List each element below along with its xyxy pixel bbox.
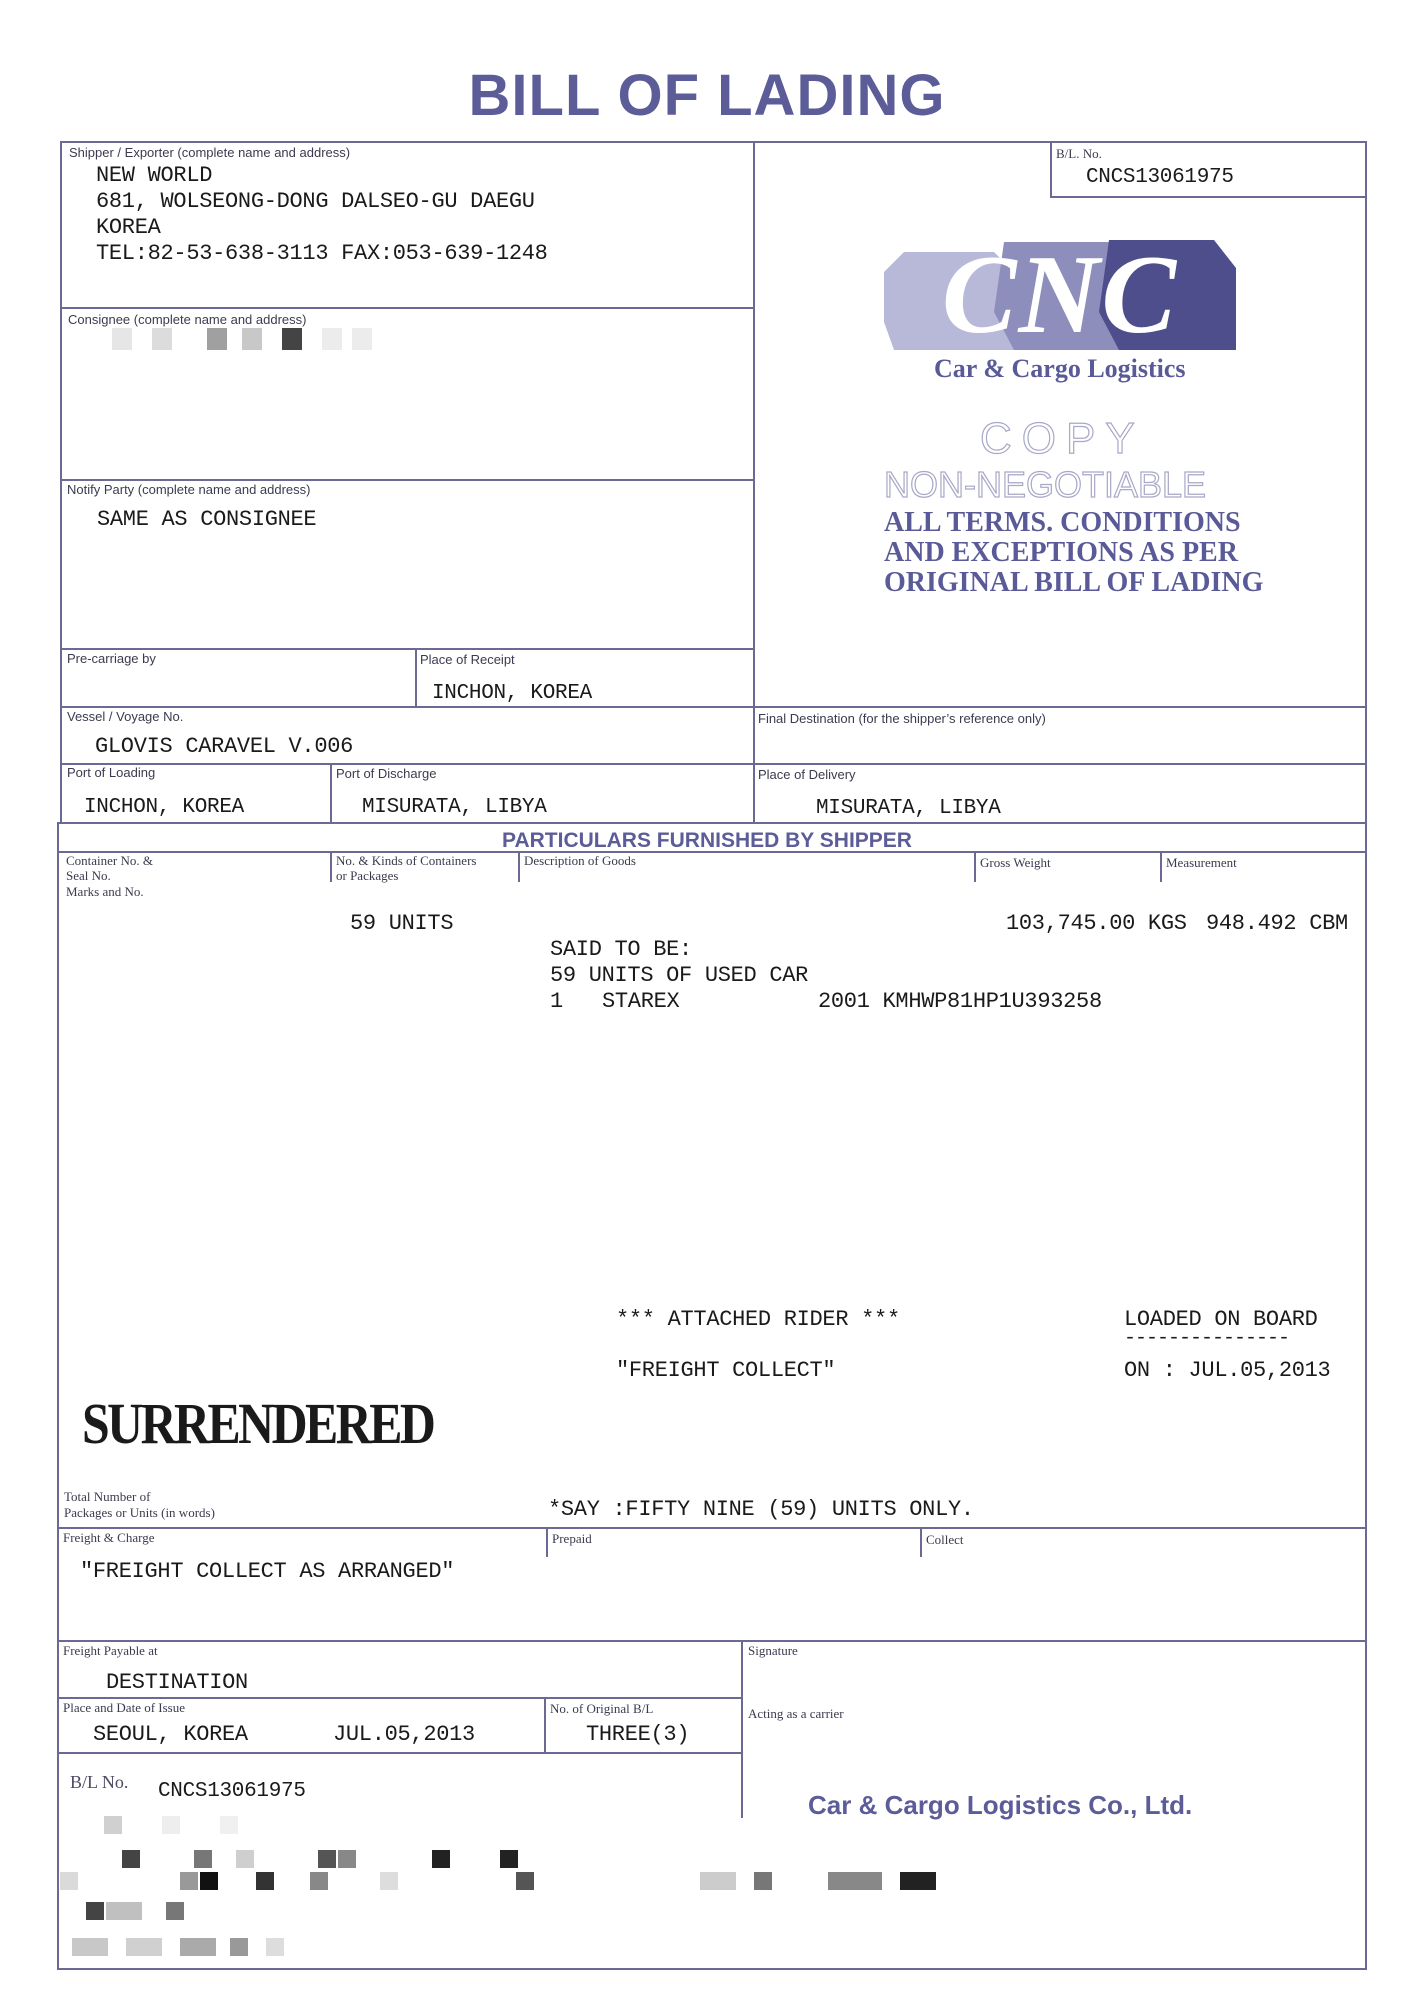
- prepaid-label: Prepaid: [552, 1531, 592, 1546]
- surrendered-stamp: SURRENDERED: [82, 1391, 434, 1456]
- col-div-1: [330, 851, 332, 882]
- place-date-label: Place and Date of Issue: [63, 1700, 186, 1715]
- line-before-freight: [57, 1527, 1367, 1529]
- description-model: STAREX: [602, 989, 680, 1014]
- total-value: *SAY :FIFTY NINE (59) UNITS ONLY.: [548, 1497, 974, 1522]
- delivery-label: Place of Delivery: [758, 767, 856, 782]
- shipper-line-4: TEL:82-53-638-3113 FAX:053-639-1248: [96, 241, 548, 266]
- div-signature: [741, 1640, 743, 1818]
- terms-line-1: ALL TERMS. CONDITIONS: [884, 507, 1241, 538]
- date-issue-value: JUL.05,2013: [333, 1722, 475, 1747]
- div-collect: [920, 1527, 922, 1557]
- discharge-label: Port of Discharge: [336, 766, 437, 781]
- document-title: BILL OF LADING: [468, 63, 946, 128]
- loaded-on-board: LOADED ON BOARD: [1124, 1307, 1318, 1332]
- description-line-2: 59 UNITS OF USED CAR: [550, 963, 809, 988]
- attached-rider: *** ATTACHED RIDER ***: [616, 1307, 900, 1332]
- consignee-label: Consignee (complete name and address): [68, 312, 307, 327]
- frame-left-upper: [60, 141, 62, 822]
- shipper-label: Shipper / Exporter (complete name and address): [69, 145, 351, 160]
- shipper-line-3: KOREA: [96, 215, 161, 240]
- col-gross-weight: Gross Weight: [980, 855, 1051, 870]
- final-destination-label: Final Destination (for the shipper’s reference only): [758, 711, 1046, 726]
- non-negotiable-stamp: NON-NEGOTIABLE: [884, 464, 1207, 505]
- freight-value: "FREIGHT COLLECT AS ARRANGED": [80, 1559, 455, 1584]
- total-label-2: Packages or Units (in words): [64, 1505, 215, 1520]
- divider-upper-middle: [753, 141, 755, 822]
- precarriage-label: Pre-carriage by: [67, 651, 156, 666]
- frame-left-lower: [57, 822, 59, 1970]
- cnc-logo: [884, 232, 1236, 354]
- line-after-freight: [57, 1640, 1367, 1642]
- description-line-1: SAID TO BE:: [550, 937, 692, 962]
- acting-carrier-label: Acting as a carrier: [748, 1706, 844, 1721]
- frame-right: [1365, 141, 1367, 1970]
- col-container-1: Container No. &: [66, 853, 154, 868]
- copy-stamp: COPY: [980, 414, 1145, 463]
- shipper-line-1: NEW WORLD: [96, 163, 213, 188]
- packages-value: 59 UNITS: [350, 911, 454, 936]
- line-after-shipper: [60, 307, 754, 309]
- line-after-precarriage: [60, 706, 1366, 708]
- redacted-consignee: [112, 328, 374, 350]
- collect-label: Collect: [926, 1532, 964, 1547]
- bl-footer-label: B/L No.: [70, 1772, 129, 1792]
- frame-top: [60, 141, 1366, 143]
- col-div-4: [1160, 851, 1162, 882]
- redacted-footer: [60, 1810, 960, 1960]
- div-originals: [544, 1697, 546, 1752]
- vessel-label: Vessel / Voyage No.: [67, 709, 184, 724]
- line-after-payable: [57, 1697, 742, 1699]
- gross-weight-value: 103,745.00 KGS: [1006, 911, 1187, 936]
- col-measurement: Measurement: [1166, 855, 1237, 870]
- notify-value: SAME AS CONSIGNEE: [97, 507, 317, 532]
- notify-label: Notify Party (complete name and address): [67, 482, 311, 497]
- loaded-on-date: ON : JUL.05,2013: [1124, 1358, 1331, 1383]
- loading-label: Port of Loading: [67, 765, 156, 780]
- divider-loading: [330, 763, 332, 822]
- col-description: Description of Goods: [524, 853, 636, 868]
- cnc-logo-graphic: [884, 232, 1236, 354]
- payable-value: DESTINATION: [106, 1670, 248, 1695]
- logo-tagline: Car & Cargo Logistics: [934, 354, 1186, 383]
- place-issue-value: SEOUL, KOREA: [93, 1722, 248, 1747]
- bl-no-value: CNCS13061975: [1086, 166, 1234, 189]
- terms-line-3: ORIGINAL BILL OF LADING: [884, 567, 1264, 598]
- receipt-value: INCHON, KOREA: [432, 682, 592, 705]
- line-after-notify: [60, 648, 754, 650]
- col-div-2: [518, 851, 520, 882]
- bl-no-label: B/L. No.: [1056, 146, 1102, 161]
- discharge-value: MISURATA, LIBYA: [362, 796, 547, 819]
- description-vin: 2001 KMHWP81HP1U393258: [818, 989, 1102, 1014]
- col-container-2: Seal No.: [66, 868, 111, 883]
- total-label-1: Total Number of: [64, 1489, 151, 1504]
- logo-letters: CNC: [941, 233, 1179, 354]
- col-kinds-2: or Packages: [336, 868, 399, 883]
- col-div-3: [974, 851, 976, 882]
- divider-precarriage: [415, 648, 417, 706]
- bl-box-bottom: [1050, 196, 1366, 198]
- shipper-line-2: 681, WOLSEONG-DONG DALSEO-GU DAEGU: [96, 189, 535, 214]
- col-kinds-1: No. & Kinds of Containers: [336, 853, 477, 868]
- freight-label: Freight & Charge: [63, 1530, 155, 1545]
- delivery-value: MISURATA, LIBYA: [816, 797, 1001, 820]
- originals-label: No. of Original B/L: [550, 1701, 654, 1716]
- carrier-name: Car & Cargo Logistics Co., Ltd.: [808, 1790, 1193, 1820]
- bl-footer-value: CNCS13061975: [158, 1780, 306, 1803]
- freight-collect-note: "FREIGHT COLLECT": [616, 1358, 836, 1383]
- vessel-value: GLOVIS CARAVEL V.006: [95, 734, 354, 759]
- particulars-heading: PARTICULARS FURNISHED BY SHIPPER: [502, 829, 912, 852]
- signature-label: Signature: [748, 1643, 798, 1658]
- loading-value: INCHON, KOREA: [84, 796, 244, 819]
- line-after-vessel: [60, 763, 1366, 765]
- loaded-dashes: ---------------: [1124, 1327, 1290, 1350]
- col-container-3: Marks and No.: [66, 884, 144, 899]
- description-qty: 1: [550, 989, 563, 1014]
- line-after-ports: [57, 822, 1367, 824]
- terms-line-2: AND EXCEPTIONS AS PER: [884, 537, 1238, 568]
- frame-bottom: [57, 1968, 1367, 1970]
- payable-label: Freight Payable at: [63, 1643, 158, 1658]
- line-after-consignee: [60, 479, 754, 481]
- originals-value: THREE(3): [586, 1722, 690, 1747]
- measurement-value: 948.492 CBM: [1206, 911, 1348, 936]
- div-prepaid: [546, 1527, 548, 1557]
- bl-box-left: [1050, 141, 1052, 197]
- line-after-issue: [57, 1752, 742, 1754]
- receipt-label: Place of Receipt: [420, 652, 515, 667]
